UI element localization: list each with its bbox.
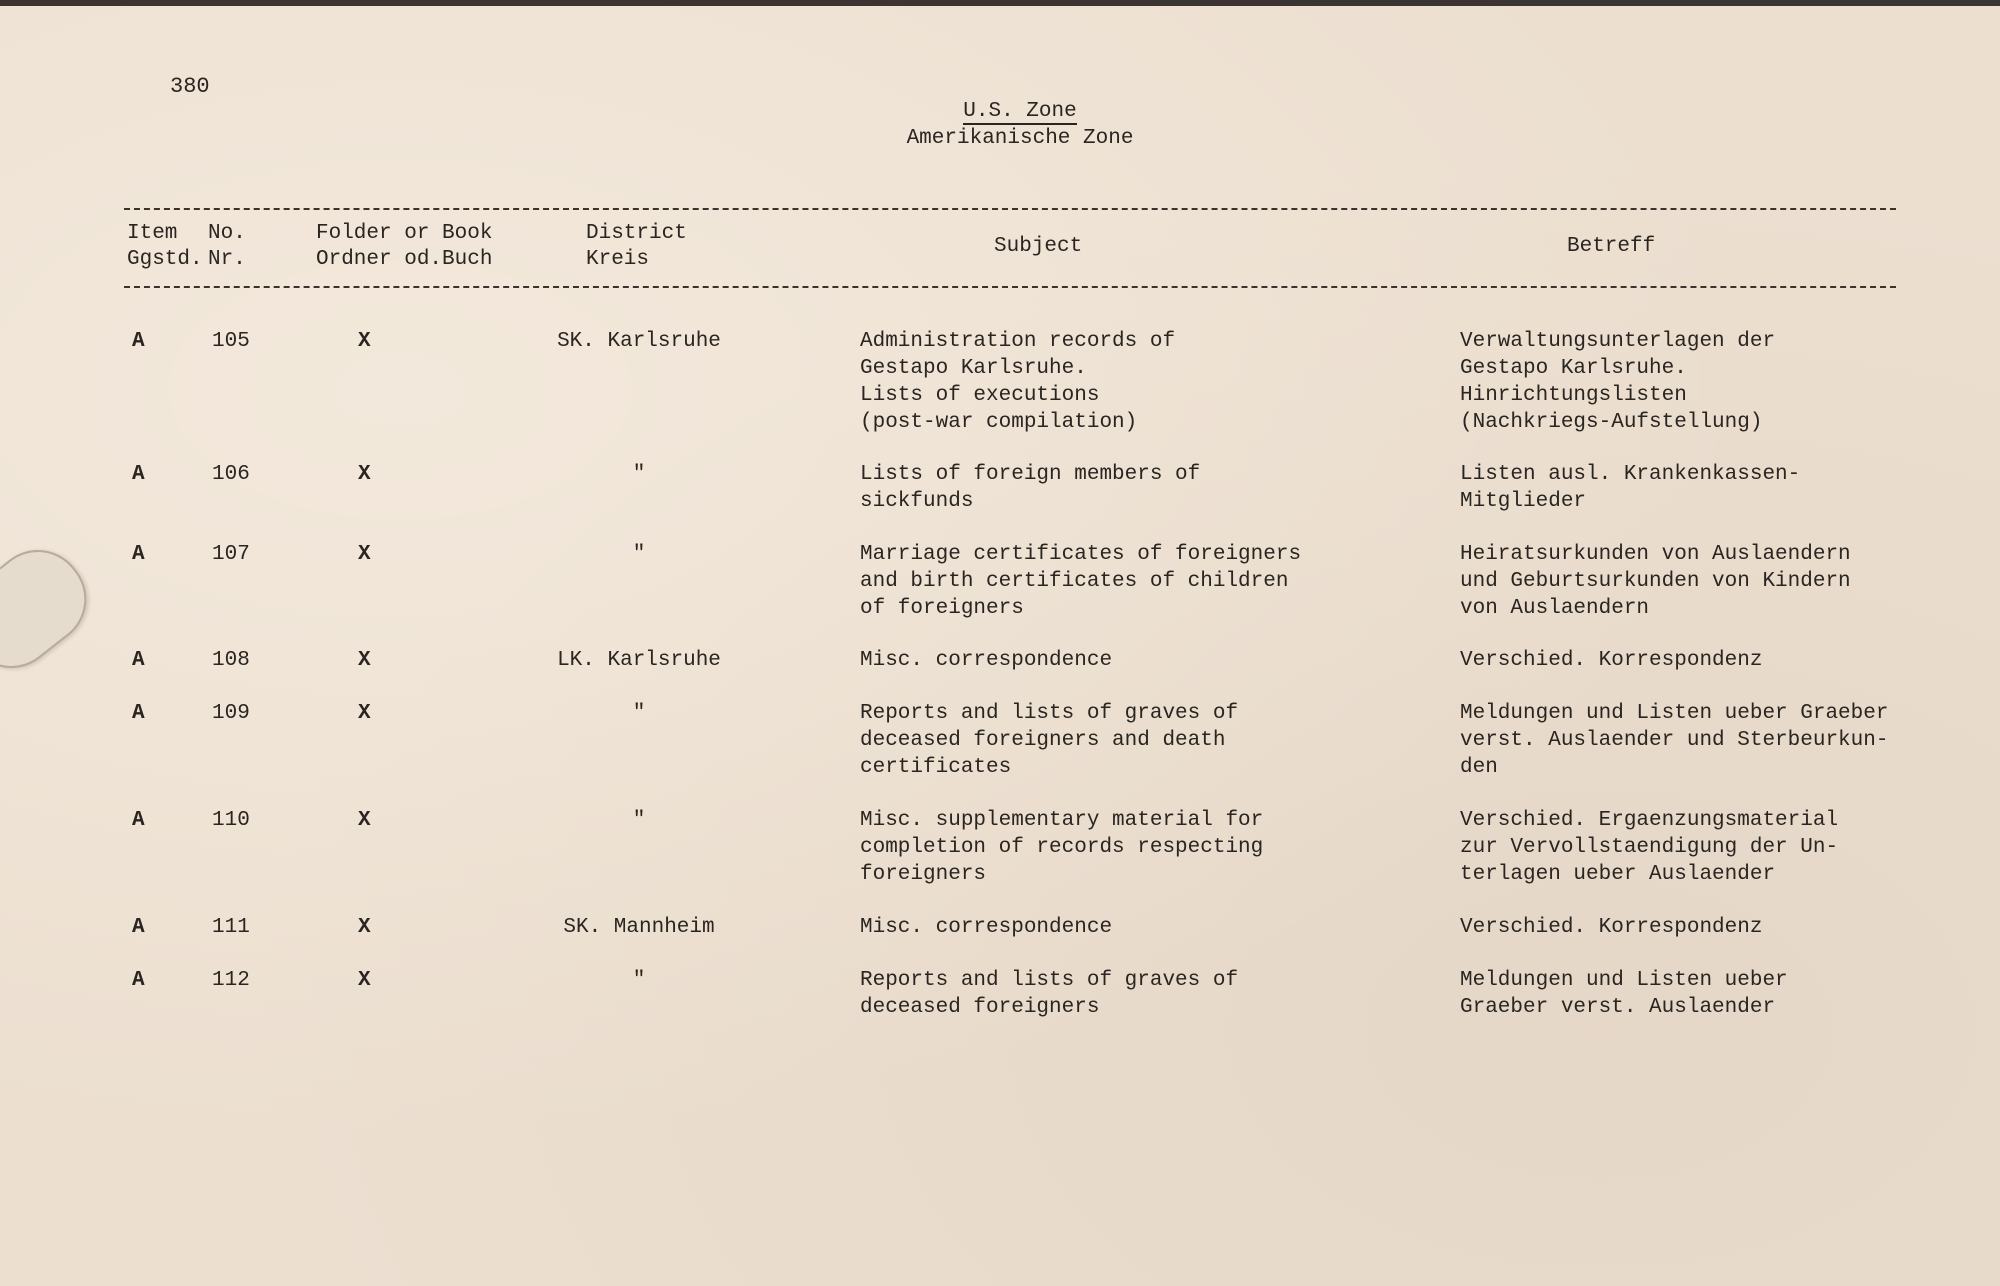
folder-cell: X bbox=[358, 916, 371, 939]
item-cell: A bbox=[132, 543, 145, 566]
betreff-cell: Verschied. Korrespondenz bbox=[1460, 916, 1763, 939]
page-title bbox=[0, 98, 2000, 152]
subject-cell: Administration records of Gestapo Karlsruhe. Lists of executions (post-war compilation) bbox=[860, 330, 1176, 434]
header-folder: Folder or Book Ordner od.Buch bbox=[316, 222, 493, 271]
number-cell: 111 bbox=[212, 916, 250, 939]
folder-cell: X bbox=[358, 702, 371, 725]
folder-cell: X bbox=[358, 809, 371, 832]
header-betreff: Betreff bbox=[1567, 235, 1656, 258]
number-cell: 107 bbox=[212, 543, 250, 566]
number-cell: 109 bbox=[212, 702, 250, 725]
item-cell: A bbox=[132, 702, 145, 725]
betreff-cell: Verschied. Korrespondenz bbox=[1460, 649, 1763, 672]
folder-cell: X bbox=[358, 330, 371, 353]
betreff-cell: Verwaltungsunterlagen der Gestapo Karlsruhe. Hinrichtungslisten (Nachkriegs-Aufstellung) bbox=[1460, 330, 1776, 434]
district-cell: LK. Karlsruhe bbox=[557, 649, 721, 672]
title-german: Amerikanische Zone bbox=[906, 127, 1134, 150]
district-cell: " bbox=[632, 702, 646, 725]
item-cell: A bbox=[132, 809, 145, 832]
subject-cell: Misc. correspondence bbox=[860, 916, 1113, 939]
paper-clip bbox=[0, 531, 105, 686]
district-cell: " bbox=[632, 543, 646, 566]
item-cell: A bbox=[132, 649, 145, 672]
subject-cell: Reports and lists of graves of deceased foreigners bbox=[860, 969, 1239, 1019]
item-cell: A bbox=[132, 463, 145, 486]
number-cell: 108 bbox=[212, 649, 250, 672]
item-cell: A bbox=[132, 330, 145, 353]
number-cell: 106 bbox=[212, 463, 250, 486]
header-subject: Subject bbox=[994, 235, 1083, 258]
page-number: 380 bbox=[170, 74, 210, 99]
header-top-rule bbox=[124, 208, 1896, 210]
betreff-cell: Meldungen und Listen ueber Graeber verst. Auslaender und Sterbeurkun- den bbox=[1460, 702, 1889, 779]
subject-cell: Misc. correspondence bbox=[860, 649, 1113, 672]
district-cell: " bbox=[632, 969, 646, 992]
subject-cell: Misc. supplementary material for completion of records respecting foreigners bbox=[860, 809, 1264, 886]
document-page bbox=[0, 6, 2000, 1286]
header-bottom-rule bbox=[124, 286, 1896, 288]
district-cell: SK. Mannheim bbox=[563, 916, 715, 939]
subject-cell: Marriage certificates of foreigners and birth certificates of children of foreigners bbox=[860, 543, 1302, 620]
folder-cell: X bbox=[358, 543, 371, 566]
district-cell: " bbox=[632, 463, 646, 486]
header-no: No. Nr. bbox=[208, 222, 246, 271]
item-cell: A bbox=[132, 969, 145, 992]
subject-cell: Reports and lists of graves of deceased foreigners and death certificates bbox=[860, 702, 1239, 779]
item-cell: A bbox=[132, 916, 145, 939]
header-district: District Kreis bbox=[586, 222, 687, 271]
district-cell: SK. Karlsruhe bbox=[557, 330, 721, 353]
folder-cell: X bbox=[358, 649, 371, 672]
betreff-cell: Meldungen und Listen ueber Graeber verst. Auslaender bbox=[1460, 969, 1788, 1019]
betreff-cell: Verschied. Ergaenzungsmaterial zur Vervollstaendigung der Un- terlagen ueber Auslaender bbox=[1460, 809, 1839, 886]
number-cell: 105 bbox=[212, 330, 250, 353]
folder-cell: X bbox=[358, 463, 371, 486]
folder-cell: X bbox=[358, 969, 371, 992]
header-item: Item Ggstd. bbox=[127, 222, 203, 271]
number-cell: 110 bbox=[212, 809, 250, 832]
district-cell: " bbox=[632, 809, 646, 832]
betreff-cell: Heiratsurkunden von Auslaendern und Geburtsurkunden von Kindern von Auslaendern bbox=[1460, 543, 1851, 620]
subject-cell: Lists of foreign members of sickfunds bbox=[860, 463, 1201, 513]
title-english: U.S. Zone bbox=[963, 100, 1077, 123]
betreff-cell: Listen ausl. Krankenkassen- Mitglieder bbox=[1460, 463, 1801, 513]
number-cell: 112 bbox=[212, 969, 250, 992]
